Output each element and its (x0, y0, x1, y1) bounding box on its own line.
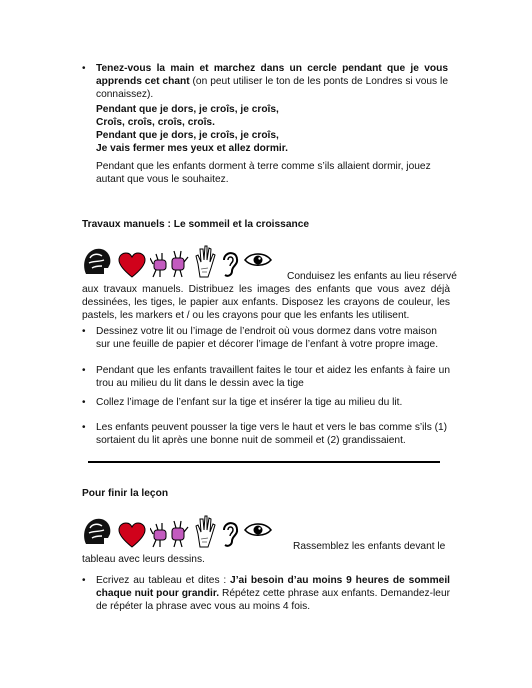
crafts-step: Collez l’image de l’enfant sur la tige et insérer la tige au milieu du lit. (96, 397, 403, 408)
bullet-marker: • (82, 63, 86, 74)
closing-phrase: J’ai besoin d’au moins 9 heures de sommeil chaque nuit pour grandir. (96, 575, 450, 599)
hand-icon (194, 244, 216, 278)
hands-icon (150, 246, 190, 278)
song-line: Je vais fermer mes yeux et allez dormir. (96, 143, 288, 154)
crafts-intro-first: Conduisez les enfants au lieu réservé (287, 271, 457, 282)
sense-icons-row (80, 514, 276, 548)
heart-icon (118, 252, 146, 278)
bullet-marker: • (82, 575, 86, 586)
closing-instruction-lead: Ecrivez au tableau et dites : (96, 575, 231, 586)
closing-instruction-tail: Répétez cette phrase aux enfants. Demandez-leur de répéter la phrase avec vous au moins 4 fois. (96, 588, 451, 612)
song-line: Pendant que je dors, je croîs, je croîs, (96, 130, 279, 141)
crafts-intro-rest: aux travaux manuels. Distribuez les images des enfants que vous avez déjà dessinées, les tiges, le papier aux enfants. Disposez les crayons de couleur, les pastels, les markers et / ou les crayons pour que les enfants les utilisent. (82, 284, 450, 321)
closing-instruction (96, 574, 450, 613)
after-song-text: Pendant que les enfants dorment à terre comme s’ils allaient dormir, jouez autant que vous le souhaitez. (96, 161, 431, 185)
crafts-step: Les enfants peuvent pousser la tige vers le haut et vers le bas comme s’ils (1) sortaient du lit après une bonne nuit de sommeil et (2) grandissaient. (96, 422, 448, 446)
bullet-marker: • (82, 326, 86, 337)
bullet-marker: • (82, 422, 86, 433)
sense-icons-row (80, 244, 276, 278)
eye-icon (244, 252, 272, 268)
bullet-marker: • (82, 365, 86, 376)
bullet-marker: • (82, 397, 86, 408)
song-line: Pendant que je dors, je croîs, je croîs, (96, 104, 279, 115)
hand-icon (194, 514, 216, 548)
closing-heading: Pour finir la leçon (82, 488, 169, 499)
crafts-step: Dessinez votre lit ou l’image de l’endroit où vous dormez dans votre maison sur une feuille de papier et décorer l’image de l’enfant à votre propre image. (96, 326, 439, 350)
closing-intro-first: Rassemblez les enfants devant le (293, 541, 446, 552)
ear-icon (220, 248, 240, 278)
ear-icon (220, 518, 240, 548)
eye-icon (244, 522, 272, 538)
head-brain-icon (80, 244, 114, 278)
section-divider (88, 461, 440, 463)
song-lyrics (96, 103, 448, 155)
crafts-step: Pendant que les enfants travaillent faites le tour et aidez les enfants à faire un trou au milieu du lit dans le dessin avec la tige (96, 365, 450, 389)
song-instruction (96, 62, 448, 101)
head-brain-icon (80, 514, 114, 548)
song-instruction-note: (on peut utiliser le ton de les ponts de Londres si vous le connaissez). (96, 76, 448, 100)
closing-intro-rest: tableau avec leurs dessins. (82, 554, 205, 565)
heart-icon (118, 522, 146, 548)
song-instruction-bold: Tenez-vous la main et marchez dans un cercle pendant que je vous apprends cet chant (96, 63, 448, 87)
song-line: Croîs, croîs, croîs, croîs. (96, 117, 215, 128)
crafts-heading: Travaux manuels : Le sommeil et la croissance (82, 219, 310, 230)
hands-icon (150, 516, 190, 548)
